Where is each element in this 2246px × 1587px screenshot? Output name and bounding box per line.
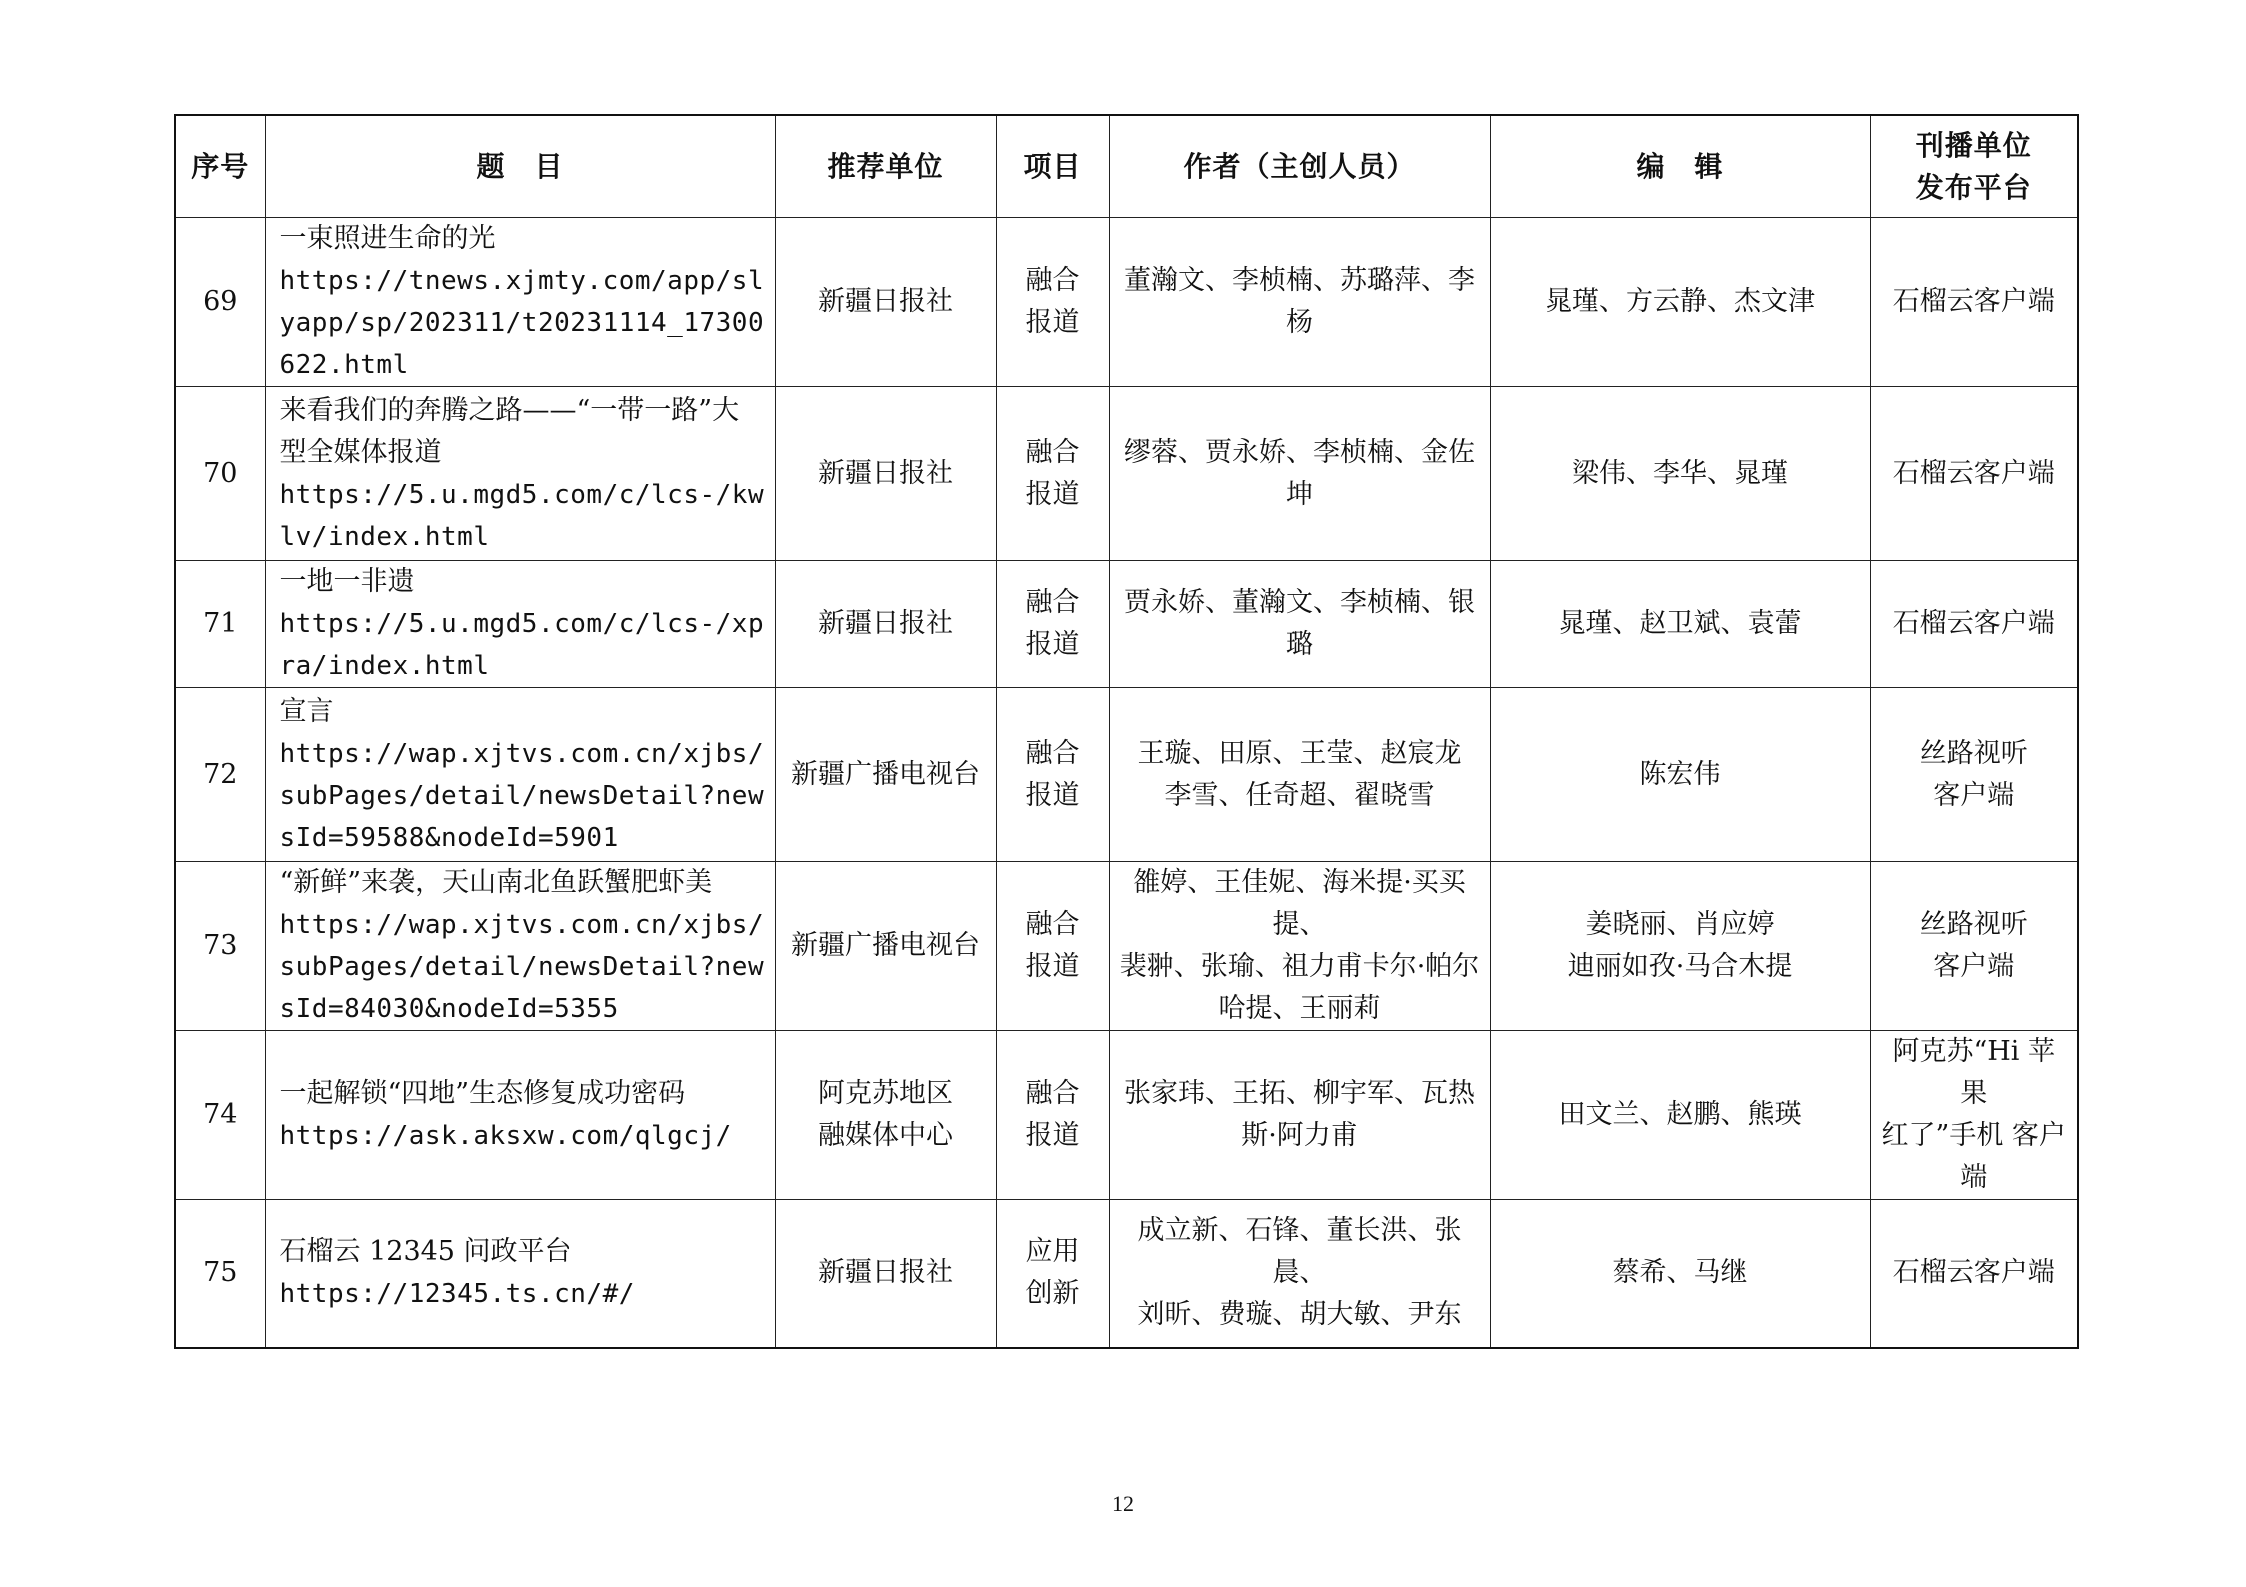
cell-platform [1870,1031,2078,1200]
cell-author [1109,688,1490,862]
cell-platform [1870,561,2078,688]
cell-project-line: 融合 [1025,909,1080,940]
cell-project-line: 报道 [1025,478,1080,510]
cell-project-line: 融合 [1025,265,1080,296]
cell-unit [775,1200,996,1348]
cell-author-line: 张家玮、王拓、柳宇军、瓦热 [1124,1078,1475,1109]
header-seq: 序号 [175,115,265,218]
cell-unit-line: 新疆广播电视台 [791,758,980,790]
entry-url-link[interactable]: https://12345.ts.cn/#/ [279,1279,635,1310]
entry-title: 来看我们的奔腾之路——“一带一路”大型全媒体报道 [279,394,740,468]
cell-author [1109,387,1490,561]
cell-seq: 70 [175,387,265,561]
cell-seq: 74 [175,1031,265,1200]
cell-title [265,1200,775,1348]
cell-author-line: 贾永娇、董瀚文、李桢楠、银璐 [1124,587,1475,660]
cell-platform [1870,1200,2078,1348]
cell-project [996,688,1109,862]
cell-seq: 73 [175,862,265,1031]
cell-author-line: 董瀚文、李桢楠、苏璐萍、李杨 [1124,265,1475,338]
cell-editor [1490,387,1870,561]
table-row [175,1200,2078,1348]
cell-platform-line: 丝路视听 [1919,909,2028,940]
cell-seq: 69 [175,218,265,387]
cell-editor [1490,1200,1870,1348]
cell-project [996,1031,1109,1200]
header-platform-line1: 刊播单位 [1915,128,2032,162]
cell-author [1109,1200,1490,1348]
cell-editor-line: 姜晓丽、肖应婷 [1585,909,1775,940]
cell-unit [775,688,996,862]
header-title: 题 目 [265,115,775,218]
page-number: 12 [1112,1491,1134,1516]
cell-project-line: 融合 [1025,436,1080,468]
entry-title: “新鲜”来袭，天山南北鱼跃蟹肥虾美 [279,867,713,898]
cell-author-line: 成立新、石锋、董长洪、张晨、 [1137,1215,1462,1289]
table-row [175,561,2078,688]
cell-project-line: 融合 [1025,1078,1080,1109]
table-row [175,387,2078,561]
cell-unit [775,387,996,561]
cell-unit [775,218,996,387]
table-body [175,218,2078,1348]
cell-seq: 72 [175,688,265,862]
cell-project-line: 报道 [1025,307,1080,338]
cell-author [1109,218,1490,387]
entry-title: 石榴云 12345 问政平台 [279,1236,572,1268]
cell-seq: 75 [175,1200,265,1348]
cell-platform-line: 阿克苏“Hi 苹果 [1892,1036,2056,1109]
header-editor: 编 辑 [1490,115,1870,218]
table-row [175,688,2078,862]
cell-platform-line: 客户端 [1933,951,2015,982]
cell-author-line: 雒婷、王佳妮、海米提·买买提、 [1133,867,1466,940]
cell-project-line: 报道 [1025,951,1080,982]
cell-platform [1870,688,2078,862]
cell-editor-line: 迪丽如孜·马合木提 [1567,951,1793,982]
entry-url-link[interactable]: https://ask.aksxw.com/qlgcj/ [279,1121,732,1151]
cell-unit [775,561,996,688]
cell-platform-line: 石榴云客户端 [1892,608,2055,639]
cell-platform-line: 丝路视听 [1919,737,2028,769]
cell-seq: 71 [175,561,265,688]
cell-title [265,1031,775,1200]
cell-title [265,862,775,1031]
cell-editor [1490,688,1870,862]
cell-author-line: 斯·阿力甫 [1241,1120,1358,1151]
cell-title [265,387,775,561]
header-platform-line2: 发布平台 [1915,170,2032,204]
cell-project-line: 融合 [1025,737,1080,769]
cell-project-line: 创新 [1025,1278,1080,1310]
cell-project-line: 报道 [1025,629,1080,660]
entry-title: 一地一非遗 [279,566,415,597]
entry-title: 宣言 [279,695,334,727]
entry-title: 一起解锁“四地”生态修复成功密码 [279,1078,686,1109]
cell-unit-line: 新疆广播电视台 [791,930,980,961]
cell-title [265,561,775,688]
cell-author-line: 王璇、田原、王莹、赵宸龙 [1137,737,1462,769]
cell-editor-line: 田文兰、赵鹏、熊瑛 [1558,1099,1802,1130]
cell-project-line: 报道 [1025,1120,1080,1151]
cell-platform [1870,218,2078,387]
cell-project-line: 融合 [1025,587,1080,618]
cell-author-line: 李雪、任奇超、翟晓雪 [1164,779,1435,811]
cell-platform [1870,387,2078,561]
cell-unit-line: 融媒体中心 [818,1120,953,1151]
cell-project-line: 应用 [1025,1236,1080,1268]
cell-project [996,387,1109,561]
cell-unit-line: 阿克苏地区 [818,1078,953,1109]
cell-author-line: 哈提、王丽莉 [1218,993,1381,1024]
table-header-row [175,115,2078,218]
cell-unit-line: 新疆日报社 [818,1257,953,1289]
cell-platform-line: 石榴云客户端 [1892,1257,2055,1289]
cell-project [996,862,1109,1031]
cell-editor-line: 梁伟、李华、晁瑾 [1572,457,1788,489]
cell-unit-line: 新疆日报社 [818,286,953,317]
cell-unit-line: 新疆日报社 [818,457,953,489]
cell-author [1109,561,1490,688]
cell-editor-line: 晁瑾、方云静、杰文津 [1545,286,1815,317]
entry-url-link[interactable]: https://5.u.mgd5.com/c/lcs-/xpra/index.html [279,609,765,681]
cell-unit-line: 新疆日报社 [818,608,953,639]
cell-platform-line: 端 [1960,1162,1988,1193]
cell-project [996,561,1109,688]
cell-platform-line: 客户端 [1933,779,2015,811]
cell-editor [1490,862,1870,1031]
entry-url-link[interactable]: https://tnews.xjmty.com/app/slyapp/sp/202311/t20231114_17300622.html [279,266,765,380]
entry-url-link[interactable]: https://wap.xjtvs.com.cn/xjbs/subPages/detail/newsDetail?newsId=59588&nodeId=5901 [279,738,765,853]
cell-editor-line: 晁瑾、赵卫斌、袁蕾 [1558,608,1802,639]
cell-project [996,218,1109,387]
header-platform [1870,115,2078,218]
header-project: 项目 [996,115,1109,218]
cell-platform [1870,862,2078,1031]
cell-author-line: 刘昕、费璇、胡大敏、尹东 [1137,1299,1462,1331]
cell-project-line: 报道 [1025,779,1080,811]
cell-project [996,1200,1109,1348]
cell-title [265,218,775,387]
cell-author-line: 裴翀、张瑜、祖力甫卡尔·帕尔 [1119,951,1480,982]
table-row [175,1031,2078,1200]
entry-url-link[interactable]: https://5.u.mgd5.com/c/lcs-/kwlv/index.html [279,479,765,552]
cell-title [265,688,775,862]
cell-platform-line: 石榴云客户端 [1892,286,2055,317]
table-row [175,862,2078,1031]
header-author: 作者（主创人员） [1109,115,1490,218]
cell-unit [775,1031,996,1200]
cell-platform-line: 红了”手机 客户 [1881,1120,2066,1151]
entry-url-link[interactable]: https://wap.xjtvs.com.cn/xjbs/subPages/detail/newsDetail?newsId=84030&nodeId=5355 [279,910,765,1024]
cell-author [1109,1031,1490,1200]
cell-unit [775,862,996,1031]
awards-table [174,114,2079,1349]
entry-title: 一束照进生命的光 [279,223,496,254]
cell-author-line: 缪蓉、贾永娇、李桢楠、金佐坤 [1124,436,1475,510]
cell-editor [1490,218,1870,387]
cell-editor [1490,561,1870,688]
header-unit: 推荐单位 [775,115,996,218]
cell-editor-line: 蔡希、马继 [1612,1257,1748,1289]
table-row [175,218,2078,387]
cell-editor [1490,1031,1870,1200]
cell-editor-line: 陈宏伟 [1639,758,1721,790]
cell-platform-line: 石榴云客户端 [1892,457,2055,489]
cell-author [1109,862,1490,1031]
